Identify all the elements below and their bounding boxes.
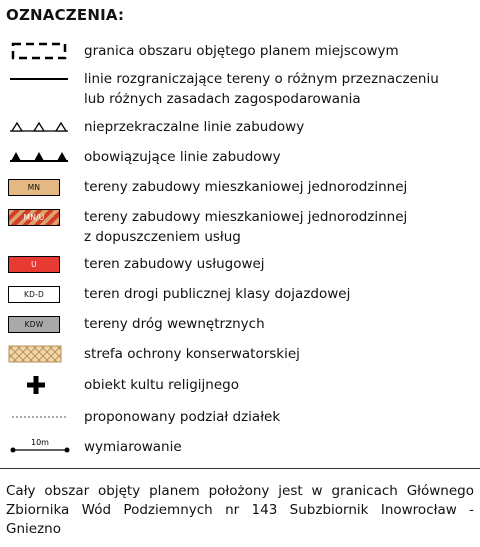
solid-line-symbol bbox=[8, 68, 72, 90]
legend-label: tereny zabudowy mieszkaniowej jednorodzinnej bbox=[84, 179, 408, 195]
dimension-value: 10m bbox=[31, 438, 49, 447]
dotted-line-symbol bbox=[8, 406, 72, 428]
legend-label: obiekt kultu religijnego bbox=[84, 377, 239, 393]
footnote: Cały obszar objęty planem położony jest w granicach Głównego Zbiornika Wód Podziemnych nr 143 Subzbiornik Inowrocław - Gniezno bbox=[6, 483, 474, 537]
open-triangle-line-symbol bbox=[8, 116, 72, 138]
legend-label: wymiarowanie bbox=[84, 439, 182, 455]
legend-label: nieprzekraczalne linie zabudowy bbox=[84, 119, 305, 135]
zone-swatch-kd-d: KD-D bbox=[8, 286, 60, 303]
legend-label: strefa ochrony konserwatorskiej bbox=[84, 346, 300, 362]
legend-label: tereny dróg wewnętrznych bbox=[84, 316, 265, 332]
divider bbox=[0, 468, 480, 469]
dimension-symbol bbox=[8, 436, 72, 458]
zone-swatch-mn: MN bbox=[8, 179, 60, 196]
zone-swatch-kdw: KDW bbox=[8, 316, 60, 333]
legend-label: teren zabudowy usługowej bbox=[84, 256, 265, 272]
legend-label-line2: z dopuszczeniem usług bbox=[84, 229, 241, 245]
legend-label: linie rozgraniczające tereny o różnym przeznaczeniu bbox=[84, 71, 439, 87]
legend-label: proponowany podział działek bbox=[84, 409, 281, 425]
filled-triangle-line-symbol bbox=[8, 146, 72, 168]
legend-label: obowiązujące linie zabudowy bbox=[84, 149, 281, 165]
dashed-boundary-symbol bbox=[8, 40, 72, 62]
legend-label: teren drogi publicznej klasy dojazdowej bbox=[84, 286, 351, 302]
legend-label: granica obszaru objętego planem miejscowym bbox=[84, 43, 399, 59]
zone-swatch-mn-u: MN/U bbox=[8, 209, 60, 226]
legend-label: tereny zabudowy mieszkaniowej jednorodzinnej bbox=[84, 209, 408, 225]
cross-icon bbox=[6, 374, 66, 396]
legend-title: OZNACZENIA: bbox=[6, 6, 125, 24]
legend-label-line2: lub różnych zasadach zagospodarowania bbox=[84, 91, 361, 107]
zone-swatch-u: U bbox=[8, 256, 60, 273]
crosshatch-swatch bbox=[6, 343, 64, 365]
